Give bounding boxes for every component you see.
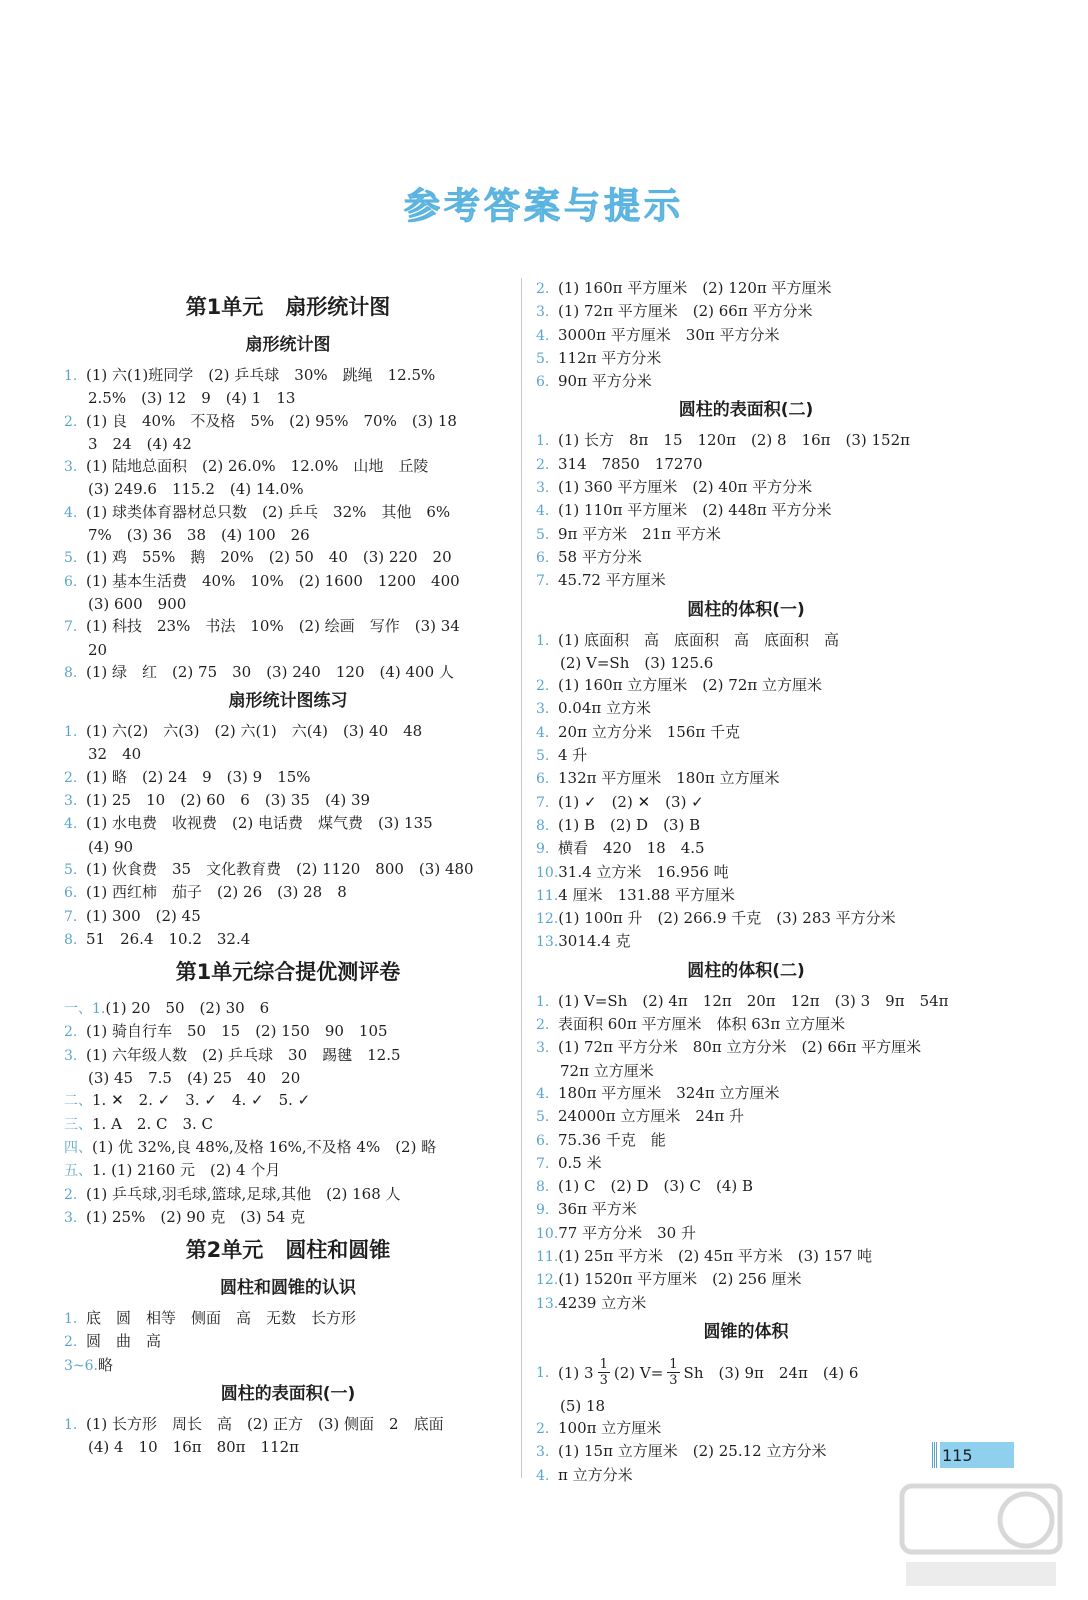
answer-line xyxy=(64,1159,512,1182)
section-title: 圆柱的体积(二) xyxy=(687,960,805,981)
answer-text: 4 厘米 131.88 平方厘米 xyxy=(558,885,735,904)
answer-line xyxy=(536,1268,956,1291)
question-number: 5. xyxy=(536,1109,550,1126)
question-number: 3. xyxy=(536,480,550,497)
question-number: 3. xyxy=(536,1444,550,1461)
answer-text: 51 26.4 10.2 32.4 xyxy=(86,929,251,948)
page-number-badge xyxy=(940,1442,1014,1468)
watermark-logo-icon xyxy=(896,1478,1066,1594)
answer-text: 132π 平方厘米 180π 立方厘米 xyxy=(558,769,780,788)
answer-line xyxy=(536,1060,956,1082)
fraction-numerator: 1 xyxy=(599,1357,608,1373)
answer-line xyxy=(64,1413,512,1436)
question-number: 2. xyxy=(536,1017,550,1034)
answer-line xyxy=(536,744,956,767)
unit-name: 扇形统计图 xyxy=(285,295,391,319)
answer-line xyxy=(64,501,512,524)
answer-line-with-fractions xyxy=(536,1351,956,1395)
question-number: 8. xyxy=(536,817,550,834)
answer-line xyxy=(536,674,956,697)
answer-line xyxy=(64,789,512,812)
answer-line xyxy=(64,743,512,765)
answer-text: 4 升 xyxy=(558,746,588,765)
question-number: 4. xyxy=(536,1467,550,1484)
answer-line xyxy=(64,478,512,500)
answer-text: 0.5 米 xyxy=(558,1153,602,1172)
answer-text: 3 24 (4) 42 xyxy=(88,434,192,453)
question-number: 1. xyxy=(536,1364,550,1381)
answer-text: (1) 科技 23% 书法 10% (2) 绘画 写作 (3) 34 xyxy=(86,617,460,636)
answer-text: 7% (3) 36 38 (4) 100 26 xyxy=(88,526,310,545)
question-number: 7. xyxy=(536,794,550,811)
question-number: 1. xyxy=(64,368,78,384)
answer-line xyxy=(64,1136,512,1159)
answer-line xyxy=(536,569,956,592)
answer-line xyxy=(536,1175,956,1198)
question-number: 12. xyxy=(536,911,559,928)
answer-line xyxy=(536,721,956,744)
question-number: 3. xyxy=(536,1040,550,1057)
section-title: 圆柱的体积(一) xyxy=(687,599,805,620)
answer-text: (1) 72π 平方厘米 (2) 66π 平方分米 xyxy=(558,302,813,321)
question-number: 2. xyxy=(536,678,550,695)
answer-text: 72π 立方厘米 xyxy=(560,1061,654,1080)
question-number: 二、 xyxy=(64,1093,92,1110)
section-title: 圆柱的表面积(一) xyxy=(220,1383,356,1404)
answer-text: 24000π 立方厘米 24π 升 xyxy=(558,1107,745,1126)
answer-text: (1) 乒乓球,羽毛球,篮球,足球,其他 (2) 168 人 xyxy=(86,1184,401,1203)
badge-stripe xyxy=(932,1442,938,1468)
answer-line xyxy=(536,1464,956,1487)
answer-line xyxy=(64,570,512,593)
answer-text: 32 40 xyxy=(88,745,142,764)
question-number: 7. xyxy=(536,573,550,590)
question-number: 8. xyxy=(536,1179,550,1196)
question-number: 9. xyxy=(536,841,550,858)
answer-line xyxy=(536,546,956,569)
answer-line xyxy=(64,997,512,1020)
question-number: 1. xyxy=(64,1416,78,1433)
answer-text: (1) 六(2) 六(3) (2) 六(1) 六(4) (3) 40 48 xyxy=(86,722,423,741)
answer-text: (3) 45 7.5 (4) 25 40 20 xyxy=(88,1069,301,1088)
answer-line xyxy=(536,837,956,860)
question-number: 13. xyxy=(536,1295,559,1312)
answer-line xyxy=(536,1292,956,1315)
question-number: 8. xyxy=(64,664,78,681)
answer-text: (1) 160π 平方厘米 (2) 120π 平方厘米 xyxy=(558,279,832,297)
answer-line xyxy=(536,324,956,347)
question-number: 5. xyxy=(64,550,78,567)
answer-text: 314 7850 17270 xyxy=(558,454,703,473)
answer-text: (1) 300 (2) 45 xyxy=(86,906,201,925)
answer-text: 31.4 立方米 16.956 吨 xyxy=(558,862,729,881)
section-title: 圆柱的表面积(二) xyxy=(678,400,814,421)
answer-line xyxy=(536,697,956,720)
answer-text: (1) 鸡 55% 鹅 20% (2) 50 40 (3) 220 20 xyxy=(86,548,452,567)
answer-line xyxy=(536,1105,956,1128)
answer-text: (1) 长方形 周长 高 (2) 正方 (3) 侧面 2 底面 xyxy=(86,1414,444,1433)
answer-text: 略 xyxy=(98,1355,114,1374)
question-number: 4. xyxy=(536,327,550,344)
left-column xyxy=(64,286,512,1459)
answer-text: (4) 4 10 16π 80π 112π xyxy=(88,1438,300,1457)
answer-line xyxy=(64,593,512,615)
answer-text: (1) 25% (2) 90 克 (3) 54 克 xyxy=(86,1207,306,1226)
question-number: 4. xyxy=(536,724,550,741)
answer-line xyxy=(536,1222,956,1245)
unit-title xyxy=(64,292,512,322)
answer-text: (4) 90 xyxy=(88,837,134,856)
answer-text: 1. ✕ 2. ✓ 3. ✓ 4. ✓ 5. ✓ xyxy=(92,1091,311,1110)
question-number: 1. xyxy=(536,993,550,1010)
answer-text: (3) 600 900 xyxy=(88,594,187,613)
answer-line xyxy=(536,1152,956,1175)
answer-text: (1) 15π 立方厘米 (2) 25.12 立方分米 xyxy=(558,1442,827,1461)
answer-text: 20 xyxy=(88,640,108,659)
answer-text: 3000π 平方厘米 30π 平方分米 xyxy=(558,325,780,344)
answer-text: (1) 优 32%,良 48%,及格 16%,不及格 4% (2) 略 xyxy=(92,1137,437,1156)
answer-line xyxy=(64,928,512,951)
answer-text: 表面积 60π 平方厘米 体积 63π 立方厘米 xyxy=(558,1015,845,1034)
answer-text: (1) V=Sh (2) 4π 12π 20π 12π (3) 3 9π 54π xyxy=(558,991,949,1010)
answer-line xyxy=(64,1113,512,1136)
question-number: 三、 xyxy=(64,1116,92,1133)
question-number: 3. xyxy=(64,1209,78,1226)
answer-text: (1) 20 50 (2) 30 6 xyxy=(105,999,270,1018)
question-number: 四、 xyxy=(64,1139,92,1156)
answer-line xyxy=(536,884,956,907)
answer-line xyxy=(536,1440,956,1463)
answer-text: (1) 骑自行车 50 15 (2) 150 90 105 xyxy=(86,1022,388,1041)
unit-name: 圆柱和圆锥 xyxy=(285,1238,391,1263)
answer-line xyxy=(64,1436,512,1458)
question-number: 3. xyxy=(64,459,78,476)
answer-line xyxy=(536,990,956,1013)
question-number: 6. xyxy=(64,573,78,590)
answer-text: (1) 25 10 (2) 60 6 (3) 35 (4) 39 xyxy=(86,791,371,810)
question-number: 5. xyxy=(536,350,550,367)
answer-text: 100π 立方厘米 xyxy=(558,1419,662,1438)
answer-text: (3) 249.6 115.2 (4) 14.0% xyxy=(88,480,304,499)
answer-line xyxy=(64,1044,512,1067)
section-title: 扇形统计图练习 xyxy=(228,691,348,712)
answer-line xyxy=(64,1307,512,1330)
answer-line xyxy=(64,881,512,904)
answer-line xyxy=(536,767,956,790)
question-number: 1. xyxy=(536,433,550,450)
answer-text: Sh (3) 9π 24π (4) 6 xyxy=(683,1363,859,1382)
answer-text: 2.5% (3) 12 9 (4) 1 13 xyxy=(88,389,296,408)
answer-line xyxy=(64,766,512,789)
fraction-denominator: 3 xyxy=(599,1373,608,1389)
answer-line xyxy=(536,453,956,476)
question-number: 11. xyxy=(536,887,559,904)
answer-line xyxy=(64,433,512,455)
answer-text: (1) 六年级人数 (2) 乒乓球 30 踢毽 12.5 xyxy=(86,1045,401,1064)
question-number: 7. xyxy=(64,908,78,925)
answer-text: 横看 420 18 4.5 xyxy=(558,839,705,858)
answer-line xyxy=(536,1082,956,1105)
fraction xyxy=(667,1357,679,1388)
section-title: 圆柱和圆锥的认识 xyxy=(220,1278,356,1299)
question-number: 13. xyxy=(536,934,559,951)
unit-title xyxy=(64,1235,512,1265)
answer-text: 0.04π 立方米 xyxy=(558,699,652,718)
answer-line xyxy=(64,455,512,478)
answer-text: (1) 略 (2) 24 9 (3) 9 15% xyxy=(86,767,311,786)
answer-text: (1) 陆地总面积 (2) 26.0% 12.0% 山地 丘陵 xyxy=(86,457,429,476)
answer-text: (1) 长方 8π 15 120π (2) 8 16π (3) 152π xyxy=(558,431,911,450)
page-number: 115 xyxy=(942,1445,973,1465)
answer-line xyxy=(64,1020,512,1043)
question-number: 6. xyxy=(536,549,550,566)
question-number: 10. xyxy=(536,1225,559,1242)
answer-text: (1) B (2) D (3) B xyxy=(558,815,701,834)
answer-line xyxy=(536,1013,956,1036)
question-number: 5. xyxy=(536,748,550,765)
question-number: 7. xyxy=(64,619,78,636)
answer-text: 58 平方分米 xyxy=(558,547,642,566)
answer-text: (2) V=Sh (3) 125.6 xyxy=(560,653,714,672)
answer-line xyxy=(64,720,512,743)
answer-line xyxy=(536,523,956,546)
answer-text: 3014.4 克 xyxy=(558,932,631,951)
answer-line xyxy=(64,905,512,928)
answer-text: (1) 绿 红 (2) 75 30 (3) 240 120 (4) 400 人 xyxy=(86,662,454,681)
question-number: 2. xyxy=(536,1421,550,1438)
answer-text: (1) ✓ (2) ✕ (3) ✓ xyxy=(558,792,704,811)
answer-line xyxy=(536,1417,956,1440)
answer-text: 45.72 平方厘米 xyxy=(558,571,666,590)
answer-text: (1) 1520π 平方厘米 (2) 256 厘米 xyxy=(558,1270,802,1289)
answer-text: (1) 六(1)班同学 (2) 乒乓球 30% 跳绳 12.5% xyxy=(86,366,436,384)
question-number: 1. xyxy=(64,1311,78,1328)
right-column xyxy=(536,277,956,1487)
answer-text: (1) 25π 平方米 (2) 45π 平方米 (3) 157 吨 xyxy=(558,1246,873,1265)
question-number: 1. xyxy=(536,632,550,649)
answer-line xyxy=(64,1330,512,1353)
question-number: 5. xyxy=(64,861,78,878)
fraction xyxy=(598,1357,610,1388)
question-number: 6. xyxy=(536,374,550,391)
answer-line xyxy=(64,1206,512,1229)
answer-text: 1. A 2. C 3. C xyxy=(92,1114,214,1133)
question-number: 10. xyxy=(536,864,559,881)
answer-line xyxy=(64,1183,512,1206)
question-number: 7. xyxy=(536,1155,550,1172)
answer-text: (1) 西红柿 茄子 (2) 26 (3) 28 8 xyxy=(86,883,347,902)
unit-number: 第2单元 xyxy=(185,1238,264,1263)
question-number: 2. xyxy=(536,456,550,473)
answer-text: 77 平方分米 30 升 xyxy=(558,1223,696,1242)
question-number: 4. xyxy=(536,503,550,520)
question-number: 6. xyxy=(536,1132,550,1149)
question-number: 3. xyxy=(536,701,550,718)
fraction-denominator: 3 xyxy=(669,1373,678,1389)
question-number: 3. xyxy=(64,1047,78,1064)
section-title: 扇形统计图 xyxy=(245,335,331,355)
section-title: 圆锥的体积 xyxy=(703,1321,789,1342)
answer-line xyxy=(64,1067,512,1089)
answer-line xyxy=(64,812,512,835)
question-number: 3. xyxy=(536,304,550,321)
answer-line xyxy=(536,791,956,814)
answer-line xyxy=(536,476,956,499)
question-number: 2. xyxy=(64,1024,78,1041)
test-title: 第1单元综合提优测评卷 xyxy=(175,960,401,985)
answer-line xyxy=(536,347,956,370)
unit-number: 第1单元 xyxy=(185,295,264,319)
answer-line xyxy=(536,1198,956,1221)
answer-text: 底 圆 相等 侧面 高 无数 长方形 xyxy=(86,1309,357,1328)
answer-line xyxy=(64,387,512,409)
answer-line xyxy=(64,524,512,546)
question-number: 4. xyxy=(536,1085,550,1102)
question-number: 4. xyxy=(64,816,78,833)
answer-text: (1) 伙食费 35 文化教育费 (2) 1120 800 (3) 480 xyxy=(86,859,474,878)
question-number: 11. xyxy=(536,1248,559,1265)
answer-line xyxy=(64,639,512,661)
answer-line xyxy=(536,907,956,930)
answer-text: 75.36 千克 能 xyxy=(558,1130,666,1149)
question-number: 1. xyxy=(64,724,78,741)
answer-text: (1) 100π 升 (2) 266.9 千克 (3) 283 平方分米 xyxy=(558,909,896,928)
answer-line xyxy=(64,1089,512,1112)
answer-line xyxy=(64,858,512,881)
answer-text: (1) 基本生活费 40% 10% (2) 1600 1200 400 xyxy=(86,571,460,590)
question-number: 2. xyxy=(64,1334,78,1351)
answer-line xyxy=(536,277,956,300)
answer-text: 20π 立方分米 156π 千克 xyxy=(558,722,740,741)
answer-line xyxy=(536,652,956,674)
column-divider xyxy=(521,278,522,1478)
answer-text: (1) 3 xyxy=(558,1363,594,1382)
answer-line xyxy=(536,300,956,323)
answer-text: 4239 立方米 xyxy=(558,1293,647,1312)
question-number: 一、1. xyxy=(64,1001,106,1018)
answer-line xyxy=(64,836,512,858)
answer-line xyxy=(64,615,512,638)
question-number: 5. xyxy=(536,526,550,543)
question-number: 12. xyxy=(536,1272,559,1289)
answer-text: (1) 360 平方厘米 (2) 40π 平方分米 xyxy=(558,478,813,497)
answer-line xyxy=(536,429,956,452)
question-number: 4. xyxy=(64,504,78,521)
answer-text: (2) V= xyxy=(613,1363,664,1382)
answer-line xyxy=(64,1354,512,1377)
answer-text: (1) 72π 平方分米 80π 立方分米 (2) 66π 平方厘米 xyxy=(558,1038,922,1057)
question-number: 6. xyxy=(64,885,78,902)
answer-text: (1) 良 40% 不及格 5% (2) 95% 70% (3) 18 xyxy=(86,411,457,430)
answer-text: 90π 平方分米 xyxy=(558,372,652,391)
answer-line xyxy=(536,1036,956,1059)
question-number: 2. xyxy=(64,413,78,430)
answer-line xyxy=(64,661,512,684)
answer-text: (1) 水电费 收视费 (2) 电话费 煤气费 (3) 135 xyxy=(86,814,433,833)
question-number: 3. xyxy=(64,793,78,810)
answer-text: π 立方分米 xyxy=(558,1465,633,1484)
answer-text: 180π 平方厘米 324π 立方厘米 xyxy=(558,1083,780,1102)
answer-line xyxy=(536,861,956,884)
page-title: 参考答案与提示 xyxy=(403,186,684,227)
answer-line xyxy=(536,1129,956,1152)
answer-text: (1) C (2) D (3) C (4) B xyxy=(558,1177,754,1196)
question-number: 9. xyxy=(536,1202,550,1219)
answer-line xyxy=(536,499,956,522)
answer-line xyxy=(536,629,956,652)
answer-text: (1) 底面积 高 底面积 高 底面积 高 xyxy=(558,630,840,649)
question-number: 8. xyxy=(64,931,78,948)
question-number: 2. xyxy=(64,1186,78,1203)
answer-line xyxy=(64,546,512,569)
answer-text: (5) 18 xyxy=(560,1396,606,1415)
answer-text: 1. (1) 2160 元 (2) 4 个月 xyxy=(92,1161,281,1180)
question-number: 五、 xyxy=(64,1163,92,1180)
answer-text: 36π 平方米 xyxy=(558,1200,637,1219)
answer-text: 圆 曲 高 xyxy=(86,1332,162,1351)
answer-line xyxy=(536,1395,956,1417)
answer-text: (1) 球类体育器材总只数 (2) 乒乓 32% 其他 6% xyxy=(86,502,451,521)
question-number: 3~6. xyxy=(64,1357,98,1374)
question-number: 6. xyxy=(536,771,550,788)
answer-text: (1) 160π 立方厘米 (2) 72π 立方厘米 xyxy=(558,676,823,695)
question-number: 2. xyxy=(536,281,550,297)
answer-line xyxy=(536,370,956,393)
fraction-numerator: 1 xyxy=(669,1357,678,1373)
answer-line xyxy=(536,930,956,953)
answer-text: 112π 平方分米 xyxy=(558,348,662,367)
answer-line xyxy=(64,364,512,387)
answer-line xyxy=(536,814,956,837)
answer-line xyxy=(536,1245,956,1268)
answer-text: 9π 平方米 21π 平方米 xyxy=(558,524,721,543)
question-number: 2. xyxy=(64,769,78,786)
answer-text: (1) 110π 平方厘米 (2) 448π 平方分米 xyxy=(558,501,832,520)
answer-line xyxy=(64,410,512,433)
